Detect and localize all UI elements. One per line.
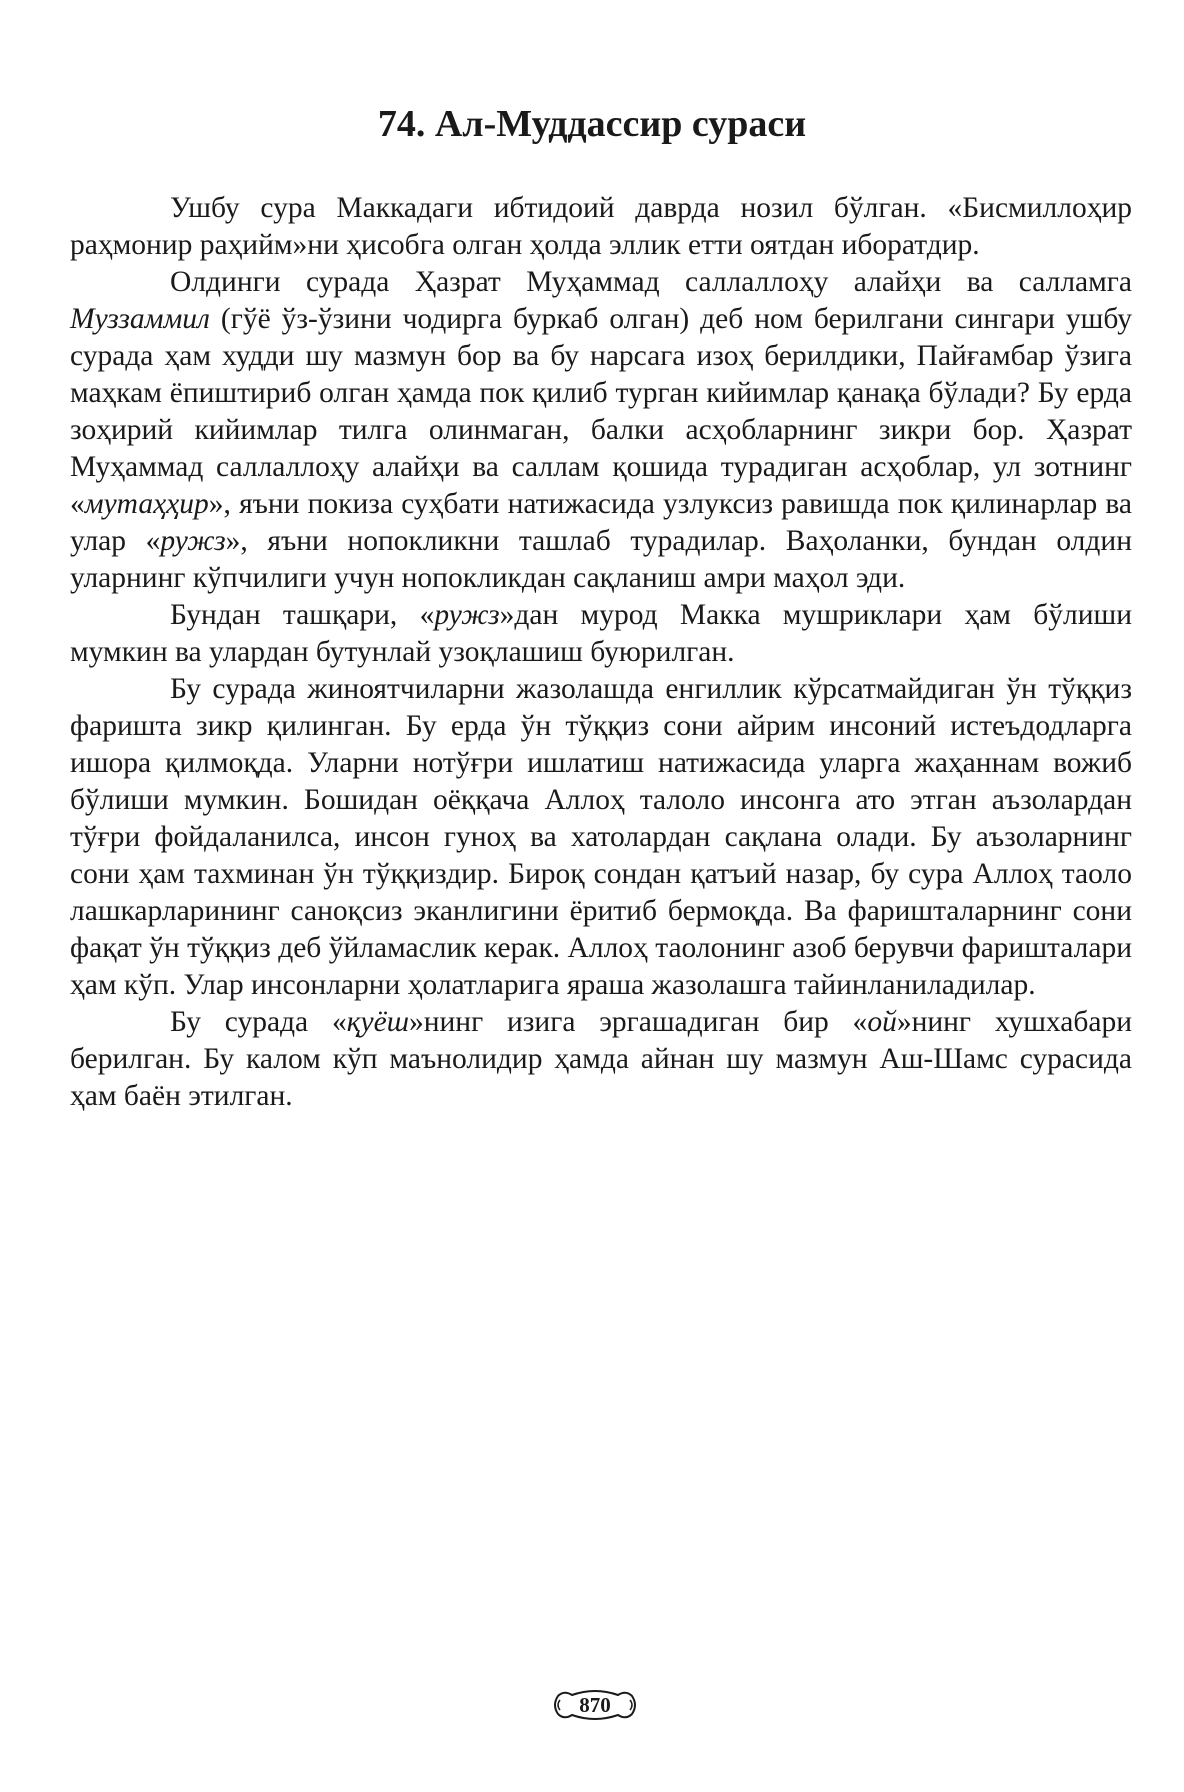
text-segment: Олдинги сурада Ҳазрат Муҳаммад саллаллоҳу алайҳи ва салламга bbox=[170, 266, 1132, 298]
page-number bbox=[550, 1686, 640, 1724]
paragraph bbox=[70, 190, 1132, 264]
text-segment: »нинг хушхабари берилган. Бу калом кўп маънолидир ҳамда айнан шу мазмун Аш-Шамс сурасида ҳам баён этилган. bbox=[70, 1006, 1133, 1112]
page-number-text: 870 bbox=[579, 1693, 611, 1717]
italic-term: ой bbox=[867, 1006, 897, 1038]
italic-term: мутаҳҳир bbox=[84, 488, 209, 520]
text-segment: », яъни покиза суҳбати натижасида узлуксиз равишда пок қилинарлар ва улар « bbox=[70, 488, 1132, 557]
text-segment: », яъни нопокликни ташлаб турадилар. Ваҳоланки, бундан олдин уларнинг кўпчилиги учун нопокликдан сақланиш амри маҳол эди. bbox=[70, 525, 1132, 594]
paragraph bbox=[70, 597, 1132, 671]
text-segment: (гўё ўз-ўзини чодирга буркаб олган) деб ном берилгани сингари ушбу сурада ҳам худди шу мазмун бор ва бу нарсага изоҳ берилдики, Пайғамбар ўзига маҳкам ёпиштириб олган ҳамда пок қилиб турган кийимлар қанақа бўлади? Бу ерда зоҳирий кийимлар тилга олинмаган, балки асҳобларнинг зикри бор. Ҳазрат Муҳаммад саллаллоҳу алайҳи ва саллам қошида турадиган асҳоблар, ул зотнинг « bbox=[70, 303, 1132, 520]
page-title: 74. Ал-Муддассир сураси bbox=[377, 103, 807, 145]
text-segment: »нинг изига эргашадиган бир « bbox=[408, 1006, 868, 1038]
italic-term: Муззаммил bbox=[70, 303, 210, 335]
text-segment: Бу сурада « bbox=[170, 1006, 347, 1038]
text-segment: Ушбу сура Маккадаги ибтидоий даврда нозил бўлган. «Бисмиллоҳир раҳмонир раҳийм»ни ҳисобга олган ҳолда эллик етти оятдан иборатдир. bbox=[70, 192, 1132, 261]
body-text bbox=[70, 190, 1132, 1115]
paragraph bbox=[70, 671, 1132, 1004]
text-segment: »дан мурод Макка мушриклари ҳам бўлиши мумкин ва улардан бутунлай узоқлашиш буюрилган. bbox=[70, 599, 1132, 668]
italic-term: ружз bbox=[434, 599, 500, 631]
text-segment: Бундан ташқари, « bbox=[170, 599, 435, 631]
paragraph bbox=[70, 1004, 1132, 1115]
italic-term: қуёш bbox=[346, 1006, 409, 1038]
paragraph bbox=[70, 264, 1132, 597]
italic-term: ружз bbox=[160, 525, 226, 557]
text-segment: Бу сурада жиноятчиларни жазолашда енгиллик кўрсатмайдиган ўн тўққиз фаришта зикр қилинган. Бу ерда ўн тўққиз сони айрим инсоний истеъдодларга ишора қилмоқда. Уларни нотўғри ишлатиш натижасида уларга жаҳаннам вожиб бўлиши мумкин. Бошидан оёққача Аллоҳ талоло инсонга ато этган аъзолардан тўғри фойдаланилса, инсон гуноҳ ва хатолардан сақлана олади. Бу аъзоларнинг сони ҳам тахминан ўн тўққиздир. Бироқ сондан қатъий назар, бу сура Аллоҳ таоло лашкарларининг саноқсиз эканлигини ёритиб бермоқда. Ва фаришталарнинг сони фақат ўн тўққиз деб ўйламаслик керак. Аллоҳ таолонинг азоб берувчи фаришталари ҳам кўп. Улар инсонларни ҳолатларига яраша жазолашга тайинланиладилар. bbox=[70, 673, 1132, 1001]
